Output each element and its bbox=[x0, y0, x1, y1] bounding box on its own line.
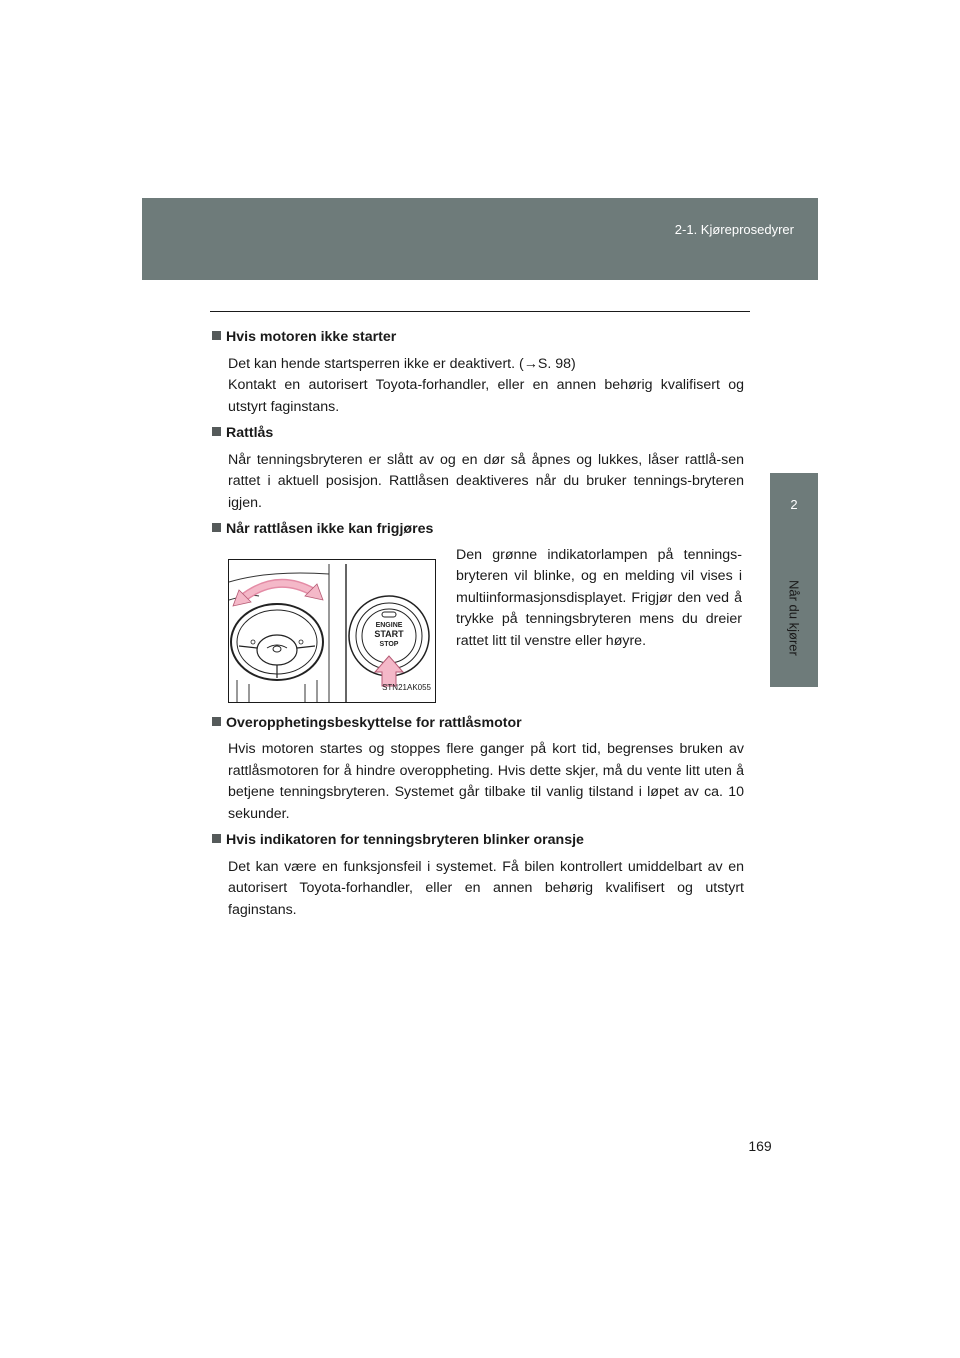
square-bullet-icon bbox=[212, 331, 221, 340]
section-paragraph: Det kan være en funksjonsfeil i systemet. Få bilen kontrollert umiddelbart av en autorisert Toyota-forhandler, eller en annen behørig kvalifisert og utstyrt faginstans. bbox=[228, 858, 744, 918]
chapter-number: 2 bbox=[790, 497, 798, 512]
section-heading: Overopphetingsbeskyttelse for rattlåsmotor bbox=[212, 713, 744, 735]
square-bullet-icon bbox=[212, 834, 221, 843]
square-bullet-icon bbox=[212, 717, 221, 726]
section-paragraph: Kontakt en autorisert Toyota-forhandler, eller en annen behørig kvalifisert og utstyrt faginstans. bbox=[228, 377, 744, 415]
button-label: STOP bbox=[379, 640, 399, 648]
square-bullet-icon bbox=[212, 427, 221, 436]
figure-code: STN21AK055 bbox=[382, 683, 431, 692]
header-bar bbox=[142, 198, 818, 280]
square-bullet-icon bbox=[212, 523, 221, 532]
section-title: 2-1. Kjøreprosedyrer bbox=[674, 222, 794, 237]
section-heading: Når rattlåsen ikke kan frigjøres bbox=[212, 519, 744, 541]
section-paragraph: Når tenningsbryteren er slått av og en dør så åpnes og lukkes, låser rattlå-sen rattet i aktuell posisjon. Rattlåsen deaktiveres når du bruker tennings-bryteren igjen. bbox=[228, 451, 744, 511]
steering-lock-illustration bbox=[228, 559, 436, 703]
button-label: ENGINE bbox=[375, 621, 403, 629]
page-content bbox=[212, 327, 744, 921]
page-number: 169 bbox=[748, 1138, 772, 1154]
top-rule bbox=[210, 311, 750, 312]
figure-caption: Den grønne indikatorlampen på tennings-bryteren vil blinke, og en melding vil vises i multiinformasjonsdisplayet. Frigjør den ved å trykke på tenningsbryteren mens du dreier rattet litt til venstre eller høyre. bbox=[456, 546, 742, 649]
section-heading: Hvis motoren ikke starter bbox=[212, 327, 744, 349]
figure-row bbox=[212, 545, 744, 703]
section-paragraph: Det kan hende startsperren ikke er deaktivert. (→S. 98) bbox=[228, 355, 576, 372]
chapter-label: Når du kjører bbox=[786, 580, 802, 656]
button-label: START bbox=[374, 628, 404, 639]
section-heading: Rattlås bbox=[212, 423, 744, 445]
section-paragraph: Hvis motoren startes og stoppes flere ganger på kort tid, begrenses bruken av rattlåsmotoren for å hindre overoppheting. Hvis dette skjer, må du vente litt uten å betjene tenningsbryteren. Systemet går tilbake til vanlig tilstand i løpet av ca. 10 sekunder. bbox=[228, 741, 744, 822]
section-heading: Hvis indikatoren for tenningsbryteren blinker oransje bbox=[212, 830, 744, 852]
